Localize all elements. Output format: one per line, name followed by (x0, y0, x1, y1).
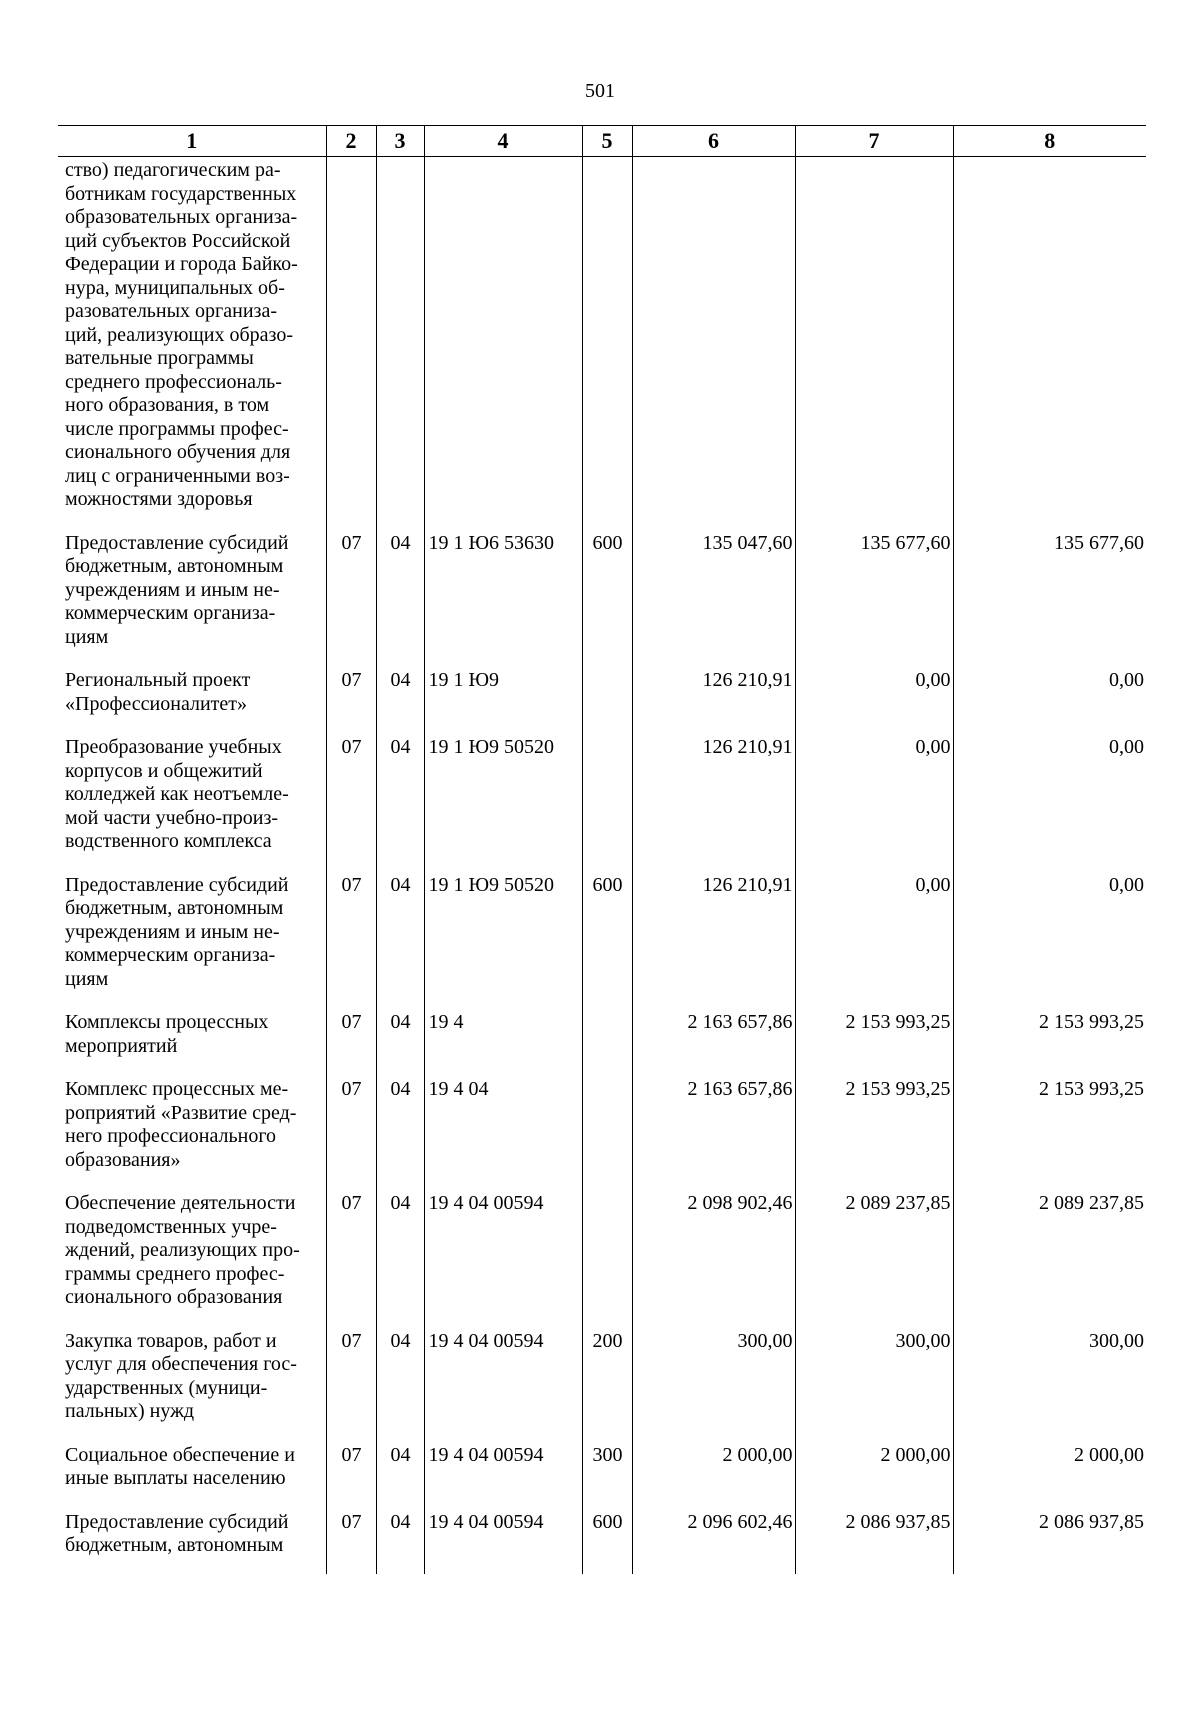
amount-column-6: 126 210,91 (632, 736, 795, 874)
table-row (58, 1444, 1146, 1511)
row-description: Комплексы процессных мероприятий (65, 1011, 269, 1057)
subsection-code: 04 (376, 736, 424, 874)
table-row (58, 1078, 1146, 1192)
amount-column-8: 2 089 237,85 (953, 1192, 1146, 1330)
amount-column-7: 300,00 (795, 1330, 953, 1444)
row-description: Предоставление субсидий бюджетным, автономным учреждениям и иным не- коммерческим организа- циям (65, 531, 289, 648)
section-code: 07 (326, 1330, 376, 1444)
subsection-code: 04 (376, 532, 424, 670)
expense-type-code: 600 (582, 874, 632, 1012)
amount-column-8: 2 086 937,85 (953, 1511, 1146, 1574)
target-article-code (424, 157, 582, 532)
subsection-code: 04 (376, 669, 424, 736)
amount-column-6: 135 047,60 (632, 532, 795, 670)
target-article-code: 19 1 Ю9 (424, 669, 582, 736)
expense-type-code: 300 (582, 1444, 632, 1511)
section-code: 07 (326, 736, 376, 874)
subsection-code: 04 (376, 1192, 424, 1330)
target-article-code: 19 4 (424, 1011, 582, 1078)
amount-column-7: 0,00 (795, 874, 953, 1012)
table-body (58, 157, 1146, 1574)
amount-column-7: 2 153 993,25 (795, 1078, 953, 1192)
row-description: Закупка товаров, работ и услуг для обеспечения гос- ударственных (муници- пальных) нужд (65, 1329, 297, 1422)
amount-column-6: 2 163 657,86 (632, 1011, 795, 1078)
row-description: Социальное обеспечение и иные выплаты населению (65, 1443, 295, 1489)
expense-type-code: 200 (582, 1330, 632, 1444)
amount-column-8: 135 677,60 (953, 532, 1146, 670)
expense-type-code (582, 1192, 632, 1330)
row-description: Предоставление субсидий бюджетным, автономным учреждениям и иным не- коммерческим организа- циям (65, 873, 289, 990)
section-code: 07 (326, 1011, 376, 1078)
row-description: Предоставление субсидий бюджетным, автономным (65, 1510, 289, 1556)
amount-column-6: 126 210,91 (632, 874, 795, 1012)
expense-type-code: 600 (582, 1511, 632, 1574)
amount-column-6: 2 096 602,46 (632, 1511, 795, 1574)
amount-column-8: 300,00 (953, 1330, 1146, 1444)
amount-column-7: 135 677,60 (795, 532, 953, 670)
section-code: 07 (326, 1444, 376, 1511)
column-header-3: 3 (376, 126, 424, 157)
target-article-code: 19 1 Ю9 50520 (424, 736, 582, 874)
expense-type-code: 600 (582, 532, 632, 670)
table-row (58, 874, 1146, 1012)
amount-column-8: 0,00 (953, 874, 1146, 1012)
expense-type-code (582, 736, 632, 874)
subsection-code: 04 (376, 1078, 424, 1192)
table-row (58, 1511, 1146, 1574)
amount-column-6: 2 000,00 (632, 1444, 795, 1511)
target-article-code: 19 1 Ю6 53630 (424, 532, 582, 670)
amount-column-6: 300,00 (632, 1330, 795, 1444)
column-header-5: 5 (582, 126, 632, 157)
amount-column-6: 2 098 902,46 (632, 1192, 795, 1330)
table-row (58, 669, 1146, 736)
expense-type-code (582, 1011, 632, 1078)
row-description: Обеспечение деятельности подведомственных учре- ждений, реализующих про- граммы среднего профес- сионального образования (65, 1192, 300, 1308)
page-number: 501 (585, 80, 615, 102)
amount-column-7: 2 000,00 (795, 1444, 953, 1511)
table-row (58, 1011, 1146, 1078)
target-article-code: 19 4 04 00594 (424, 1330, 582, 1444)
subsection-code: 04 (376, 1511, 424, 1574)
column-header-7: 7 (795, 126, 953, 157)
expense-type-code (582, 157, 632, 532)
amount-column-8 (953, 157, 1146, 532)
subsection-code: 04 (376, 874, 424, 1012)
amount-column-8: 2 000,00 (953, 1444, 1146, 1511)
amount-column-8: 0,00 (953, 736, 1146, 874)
amount-column-7: 2 086 937,85 (795, 1511, 953, 1574)
section-code: 07 (326, 532, 376, 670)
target-article-code: 19 1 Ю9 50520 (424, 874, 582, 1012)
budget-table-container (58, 125, 1146, 1574)
section-code: 07 (326, 1192, 376, 1330)
amount-column-6: 126 210,91 (632, 669, 795, 736)
subsection-code: 04 (376, 1011, 424, 1078)
amount-column-7: 0,00 (795, 736, 953, 874)
table-row (58, 532, 1146, 670)
section-code: 07 (326, 1078, 376, 1192)
table-row (58, 736, 1146, 874)
section-code (326, 157, 376, 532)
row-description: ство) педагогическим ра- ботникам государственных образовательных организа- ций субъектов Российской Федерации и города Байко- нура, муниципальных об- разовательных организа- ций, реализующих образо- вательные программы среднего профессиональ- ного образования, в том числе программы профес- сионального обучения для лиц с ограниченными воз- можностями здоровья (65, 159, 298, 510)
amount-column-8: 2 153 993,25 (953, 1078, 1146, 1192)
target-article-code: 19 4 04 (424, 1078, 582, 1192)
expense-type-code (582, 1078, 632, 1192)
amount-column-8: 0,00 (953, 669, 1146, 736)
column-header-8: 8 (953, 126, 1146, 157)
column-header-4: 4 (424, 126, 582, 157)
table-row (58, 157, 1146, 532)
amount-column-7 (795, 157, 953, 532)
section-code: 07 (326, 1511, 376, 1574)
column-header-1: 1 (58, 126, 326, 157)
amount-column-7: 2 153 993,25 (795, 1011, 953, 1078)
subsection-code: 04 (376, 1444, 424, 1511)
row-description: Региональный проект «Профессионалитет» (65, 669, 251, 715)
row-description: Комплекс процессных ме- роприятий «Развитие сред- него профессионального образования» (65, 1078, 297, 1171)
target-article-code: 19 4 04 00594 (424, 1444, 582, 1511)
column-header-2: 2 (326, 126, 376, 157)
amount-column-6: 2 163 657,86 (632, 1078, 795, 1192)
section-code: 07 (326, 669, 376, 736)
budget-table (58, 125, 1146, 1574)
subsection-code: 04 (376, 1330, 424, 1444)
amount-column-7: 2 089 237,85 (795, 1192, 953, 1330)
amount-column-7: 0,00 (795, 669, 953, 736)
target-article-code: 19 4 04 00594 (424, 1192, 582, 1330)
table-row (58, 1330, 1146, 1444)
amount-column-8: 2 153 993,25 (953, 1011, 1146, 1078)
table-row (58, 1192, 1146, 1330)
column-header-6: 6 (632, 126, 795, 157)
amount-column-6 (632, 157, 795, 532)
section-code: 07 (326, 874, 376, 1012)
target-article-code: 19 4 04 00594 (424, 1511, 582, 1574)
subsection-code (376, 157, 424, 532)
row-description: Преобразование учебных корпусов и общежитий колледжей как неотъемле- мой части учебно-произ- водственного комплекса (65, 736, 289, 852)
expense-type-code (582, 669, 632, 736)
header-row (58, 126, 1146, 157)
